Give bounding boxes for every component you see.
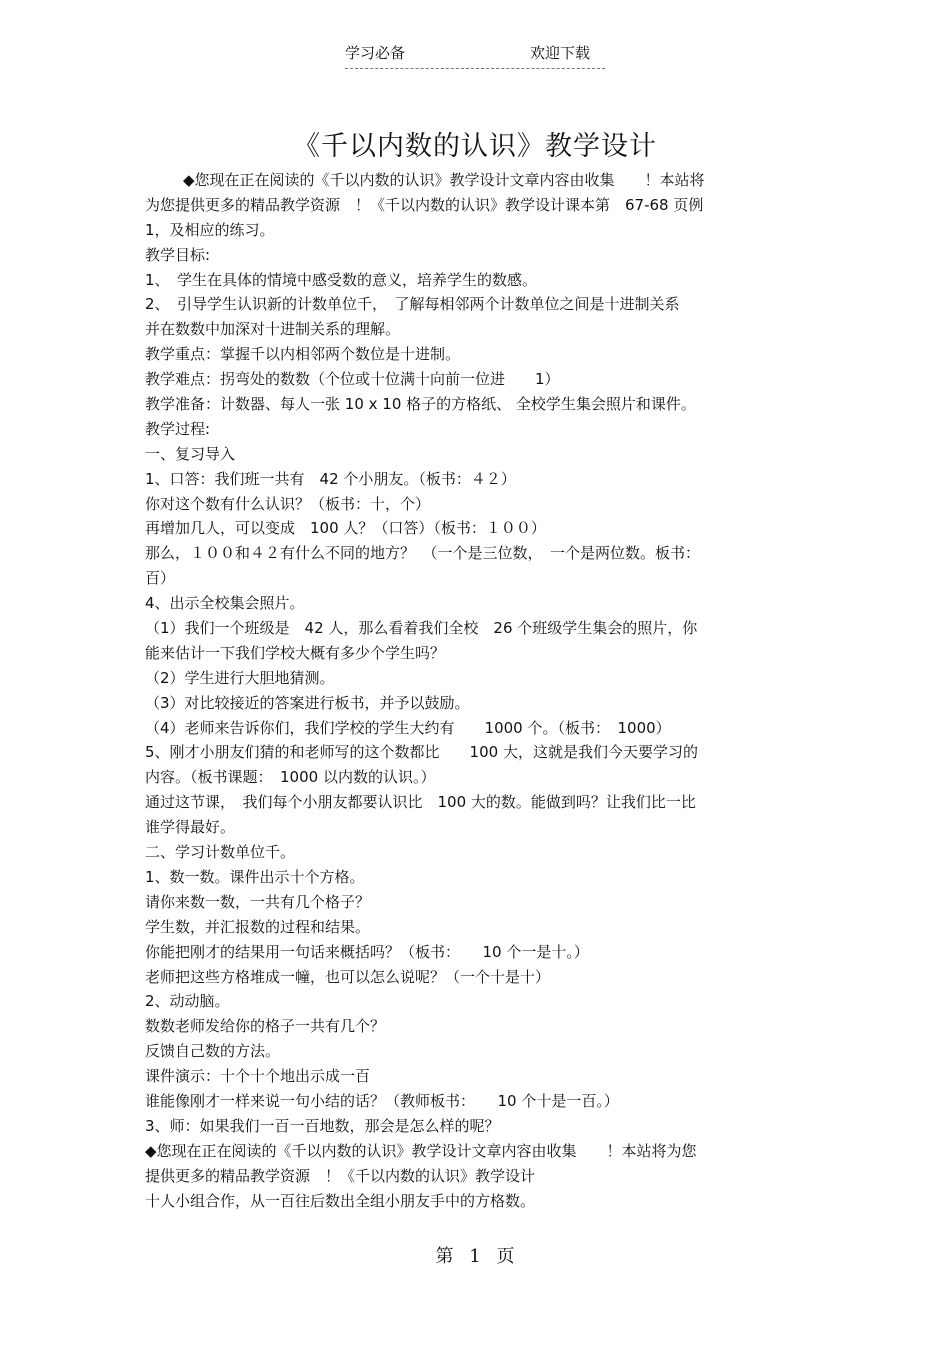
- text-line: 教学难点：拐弯处的数数（个位或十位满十向前一位进 1）: [145, 370, 560, 389]
- text-line: 反馈自己数的方法。: [145, 1042, 281, 1061]
- page-number: 第 1 页: [435, 1246, 515, 1267]
- text-line: 十人小组合作，从一百往后数出全组小朋友手中的方格数。: [145, 1191, 536, 1210]
- text-line: 请你来数一数，一共有几个格子？: [145, 892, 371, 911]
- text-line: 老师把这些方格堆成一幢，也可以怎么说呢？（一个十是十）: [145, 967, 551, 986]
- text-line: 二、学习计数单位千。: [145, 843, 296, 862]
- text-line: 教学过程:: [145, 419, 211, 438]
- text-line: 4、出示全校集会照片。: [145, 594, 305, 613]
- text-line: 并在数数中加深对十进制关系的理解。: [145, 320, 401, 339]
- text-line: 2、动动脑。: [145, 992, 230, 1011]
- text-line: 那么，１００和４２有什么不同的地方？ （一个是三位数， 一个是两位数。板书：: [145, 544, 701, 563]
- text-line: 你能把刚才的结果用一句话来概括吗？（板书： 10 个一是十。）: [145, 942, 589, 961]
- text-line: 谁能像刚才一样来说一句小结的话？（教师板书： 10 个十是一百。）: [145, 1091, 619, 1110]
- text-line: 1，及相应的练习。: [145, 220, 275, 239]
- text-line: 教学准备：计数器、每人一张 10 x 10 格子的方格纸、 全校学生集会照片和课件。: [145, 395, 696, 414]
- text-line: 数数老师发给你的格子一共有几个？: [145, 1017, 386, 1036]
- text-line: 你对这个数有什么认识？（板书：十，个）: [145, 494, 431, 513]
- page-header: [345, 42, 605, 69]
- text-line: 一、复习导入: [145, 444, 236, 463]
- text-line: 提供更多的精品教学资源 ！《千以内数的认识》教学设计: [145, 1166, 536, 1185]
- text-line: （3）对比较接近的答案进行板书，并予以鼓励。: [145, 693, 470, 712]
- text-line: 教学目标:: [145, 245, 211, 264]
- text-line: 百）: [145, 569, 176, 588]
- text-line: 谁学得最好。: [145, 818, 236, 837]
- text-line: 学生数，并汇报数的过程和结果。: [145, 917, 371, 936]
- text-line: 1、 学生在具体的情境中感受数的意义，培养学生的数感。: [145, 270, 538, 289]
- text-line: 3、师：如果我们一百一百地数，那会是怎么样的呢？: [145, 1116, 500, 1135]
- text-line: （1）我们一个班级是 42 人，那么看着我们全校 26 个班级学生集会的照片，你: [145, 619, 698, 638]
- header-left-text: 学习必备: [345, 44, 406, 62]
- text-line: 教学重点：掌握千以内相邻两个数位是十进制。: [145, 345, 461, 364]
- text-line: ◆您现在正在阅读的《千以内数的认识》教学设计文章内容由收集 ！本站将: [183, 171, 705, 189]
- text-line: 能来估计一下我们学校大概有多少个学生吗？: [145, 643, 446, 662]
- text-line: 为您提供更多的精品教学资源 ！《千以内数的认识》教学设计课本第 67-68 页例: [145, 195, 704, 214]
- text-line: （4）老师来告诉你们，我们学校的学生大约有 1000 个。（板书： 1000）: [145, 718, 671, 737]
- text-line: （2）学生进行大胆地猜测。: [145, 668, 335, 687]
- text-line: 1、口答：我们班一共有 42 个小朋友。（板书：４２）: [145, 469, 516, 488]
- text-line: 内容。（板书课题： 1000 以内数的认识。）: [145, 768, 436, 787]
- text-line: 通过这节课， 我们每个小朋友都要认识比 100 大的数。能做到吗？让我们比一比: [145, 793, 696, 812]
- text-line: ◆您现在正在阅读的《千以内数的认识》教学设计文章内容由收集 ！本站将为您: [145, 1141, 697, 1160]
- header-right-text: 欢迎下载: [530, 44, 591, 62]
- text-line: 再增加几人，可以变成 100 人？（口答）（板书：１００）: [145, 519, 546, 538]
- text-line: 1、数一数。课件出示十个方格。: [145, 867, 365, 886]
- document-body: [145, 168, 810, 1213]
- text-line: 2、 引导学生认识新的计数单位千， 了解每相邻两个计数单位之间是十进制关系: [145, 295, 680, 314]
- text-line: 课件演示：十个十个地出示成一百: [145, 1067, 371, 1086]
- text-line: 5、刚才小朋友们猜的和老师写的这个数都比 100 大，这就是我们今天要学习的: [145, 743, 698, 762]
- document-title: 《千以内数的认识》教学设计: [293, 131, 657, 162]
